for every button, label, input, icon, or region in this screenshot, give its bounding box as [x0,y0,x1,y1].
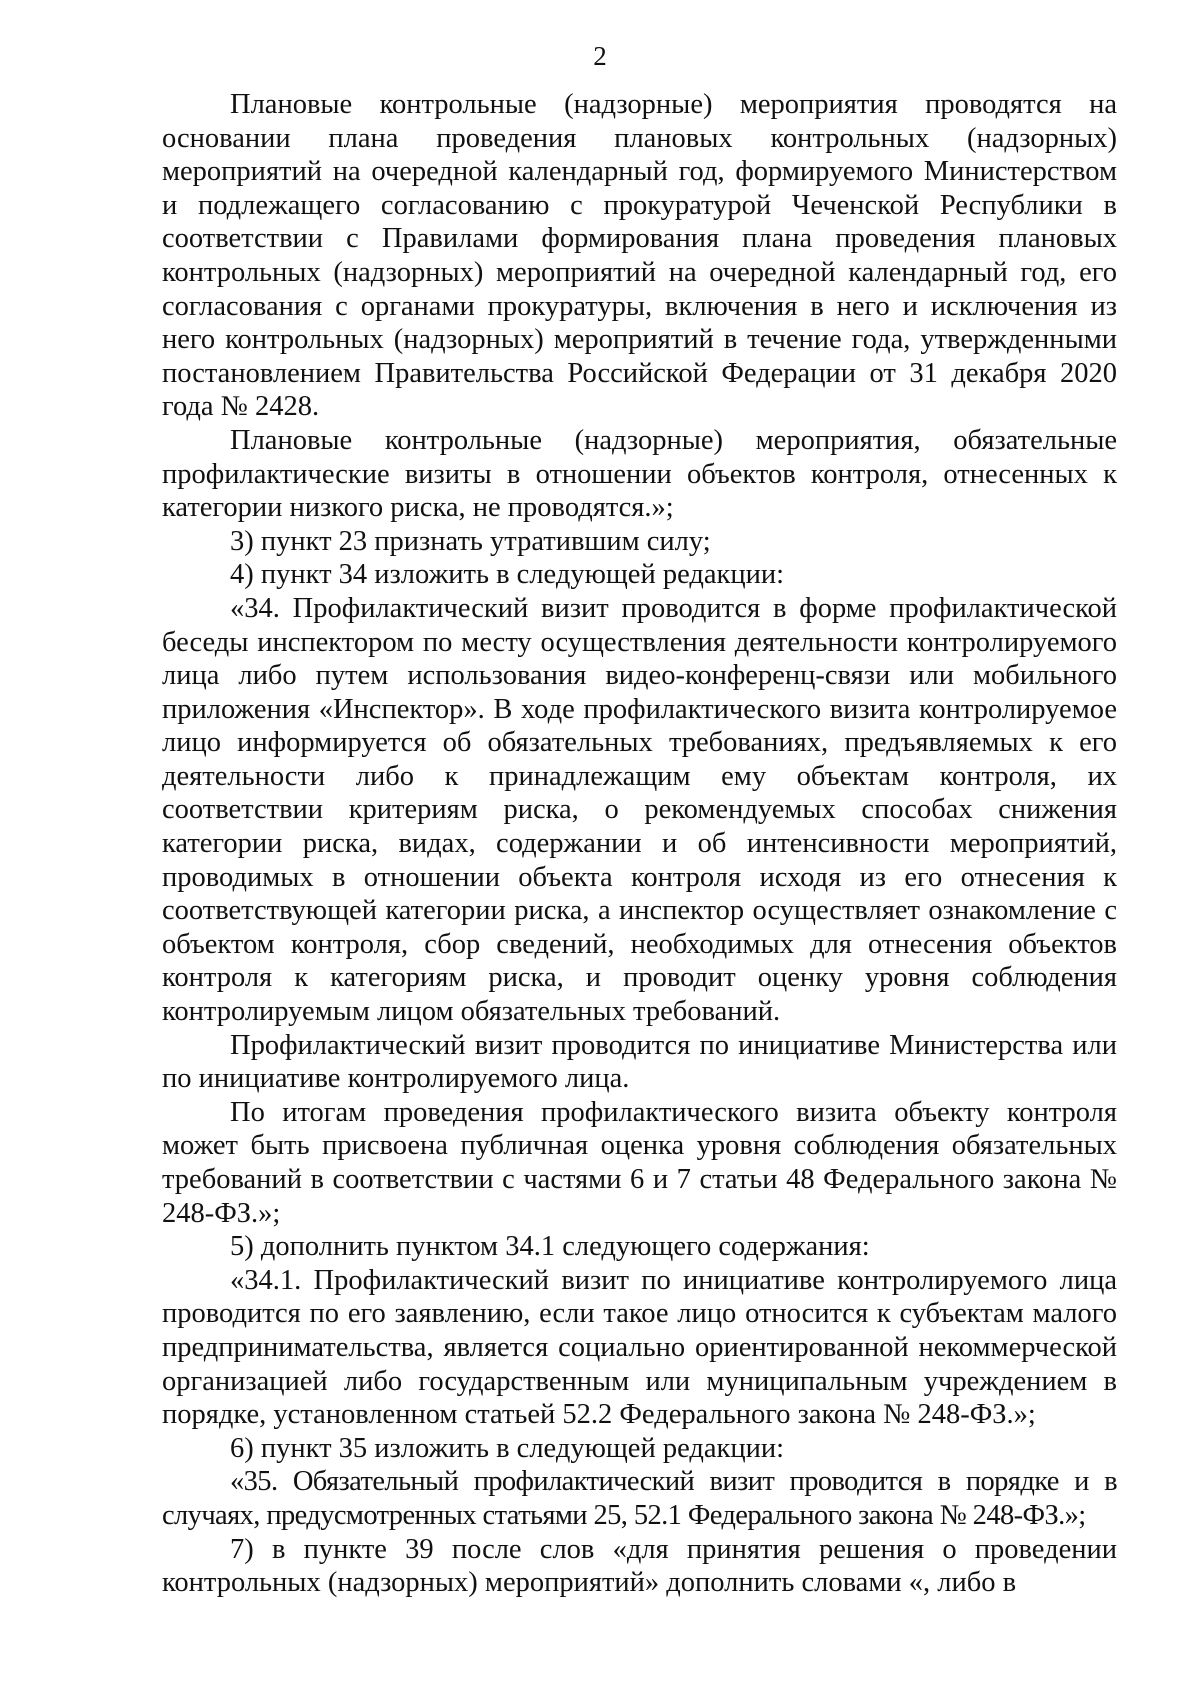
document-body [162,88,1117,1600]
paragraph-visit-initiative: Профилактический визит проводится по инициативе Министерства или по инициативе контролируемого лица. [162,1029,1117,1095]
paragraph-item-6: 6) пункт 35 изложить в следующей редакции: [230,1432,785,1464]
paragraph-public-assessment: По итогам проведения профилактического визита объекту контроля может быть присвоена публичная оценка уровня соблюдения обязательных требований в соответствии с частями 6 и 7 статьи 48 Федерального закона № 248-ФЗ.»; [162,1096,1117,1229]
paragraph-clause-34-1: «34.1. Профилактический визит по инициативе контролируемого лица проводится по его заявлению, если такое лицо относится к субъектам малого предпринимательства, является социально ориентированной некоммерческой организацией либо государственным или муниципальным учреждением в порядке, установленном статьей 52.2 Федерального закона № 248-ФЗ.»; [162,1264,1117,1431]
paragraph-item-7: 7) в пункте 39 после слов «для принятия решения о проведении контрольных (надзорных) мероприятий» дополнить словами «, либо в [162,1533,1117,1599]
paragraph-item-4: 4) пункт 34 изложить в следующей редакции: [230,559,785,591]
paragraph-item-3: 3) пункт 23 признать утратившим силу; [230,525,711,557]
paragraph-planned-inspections-basis: Плановые контрольные (надзорные) мероприятия проводятся на основании плана проведения плановых контрольных (надзорных) мероприятий на очередной календарный год, формируемого Министерством и подлежащего согласованию с прокуратурой Чеченской Республики в соответствии с Правилами формирования плана проведения плановых контрольных (надзорных) мероприятий на очередной календарный год, его согласования с органами прокуратуры, включения в него и исключения из него контрольных (надзорных) мероприятий в течение года, утвержденными постановлением Правительства Российской Федерации от 31 декабря 2020 года № 2428. [162,89,1117,423]
paragraph-clause-34: «34. Профилактический визит проводится в форме профилактической беседы инспектором по месту осуществления деятельности контролируемого лица либо путем использования видео-конференц-связи или мобильного приложения «Инспектор». В ходе профилактического визита контролируемое лицо информируется об обязательных требованиях, предъявляемых к его деятельности либо к принадлежащим ему объектам контроля, их соответствии критериям риска, о рекомендуемых способах снижения категории риска, видах, содержании и об интенсивности мероприятий, проводимых в отношении объекта контроля исходя из его отнесения к соответствующей категории риска, а инспектор осуществляет ознакомление с объектом контроля, сбор сведений, необходимых для отнесения объектов контроля к категориям риска, и проводит оценку уровня соблюдения контролируемым лицом обязательных требований. [162,592,1117,1028]
page-number: 2 [593,41,607,71]
paragraph-clause-35: «35. Обязательный профилактический визит проводится в порядке и в случаях, предусмотренных статьями 25, 52.1 Федерального закона № 248-ФЗ.»; [162,1466,1117,1531]
paragraph-item-5: 5) дополнить пунктом 34.1 следующего содержания: [230,1231,870,1263]
paragraph-low-risk-exemption: Плановые контрольные (надзорные) мероприятия, обязательные профилактические визиты в отношении объектов контроля, отнесенных к категории низкого риска, не проводятся.»; [162,424,1117,524]
